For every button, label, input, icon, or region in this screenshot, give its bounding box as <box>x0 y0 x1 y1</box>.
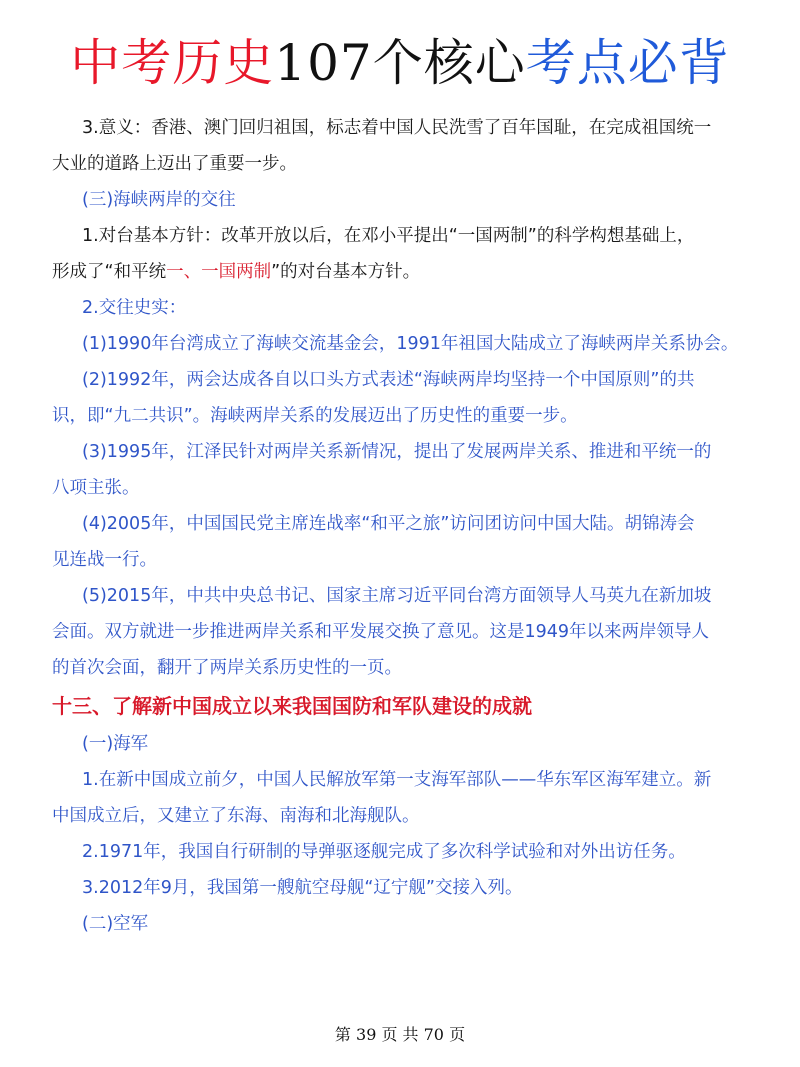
text-line-content: 见连战一行。 <box>52 550 157 570</box>
text-line <box>52 834 760 870</box>
text-segment: 形成了“和平统 <box>52 262 167 282</box>
document-title <box>0 30 800 96</box>
text-line-content: 中国成立后，又建立了东海、南海和北海舰队。 <box>52 806 420 826</box>
text-line-content: 识，即“九二共识”。海峡两岸关系的发展迈出了历史性的重要一步。 <box>52 406 578 426</box>
text-line <box>52 906 760 942</box>
text-line <box>52 398 760 434</box>
text-line <box>52 218 760 254</box>
page-number: 第 39 页 共 70 页 <box>334 1025 466 1044</box>
text-line-content: (三)海峡两岸的交往 <box>82 190 236 210</box>
text-line <box>52 542 760 578</box>
text-line-content: 2.1971年，我国自行研制的导弹驱逐舰完成了多次科学试验和对外出访任务。 <box>82 842 686 862</box>
text-line <box>52 870 760 906</box>
text-line-content: 八项主张。 <box>52 478 140 498</box>
title-black-part: 107个核心 <box>274 34 526 92</box>
text-line-content: 1.在新中国成立前夕，中国人民解放军第一支海军部队——华东军区海军建立。新 <box>82 770 712 790</box>
text-line <box>52 762 760 798</box>
text-line <box>52 650 760 686</box>
text-line <box>52 110 760 146</box>
text-line <box>52 798 760 834</box>
text-line <box>52 290 760 326</box>
text-line <box>52 326 760 362</box>
text-line-content: (2)1992年，两会达成各自以口头方式表述“海峡两岸均坚持一个中国原则”的共 <box>82 370 695 390</box>
text-line-content: (4)2005年，中国国民党主席连战率“和平之旅”访问团访问中国大陆。胡锦涛会 <box>82 514 695 534</box>
section-heading-text: 十三、了解新中国成立以来我国国防和军队建设的成就 <box>52 694 532 718</box>
text-line-content: 的首次会面，翻开了两岸关系历史性的一页。 <box>52 658 402 678</box>
document-body <box>52 110 760 942</box>
section-heading <box>52 686 760 726</box>
text-line-content: (1)1990年台湾成立了海峡交流基金会，1991年祖国大陆成立了海峡两岸关系协会。 <box>82 334 739 354</box>
text-line <box>52 578 760 614</box>
text-line <box>52 254 760 290</box>
title-blue-part: 考点必背 <box>525 34 730 92</box>
title-red-part: 中考历史 <box>70 34 275 92</box>
text-line <box>52 726 760 762</box>
text-line-content: (5)2015年，中共中央总书记、国家主席习近平同台湾方面领导人马英九在新加坡 <box>82 586 712 606</box>
text-line-content: (一)海军 <box>82 734 149 754</box>
text-line-content: (二)空军 <box>82 914 149 934</box>
text-line <box>52 614 760 650</box>
text-line <box>52 362 760 398</box>
text-line-content: 3.意义：香港、澳门回归祖国，标志着中国人民洗雪了百年国耻，在完成祖国统一 <box>82 118 712 138</box>
text-line-content: 3.2012年9月，我国第一艘航空母舰“辽宁舰”交接入列。 <box>82 878 523 898</box>
text-line-content: (3)1995年，江泽民针对两岸关系新情况，提出了发展两岸关系、推进和平统一的 <box>82 442 712 462</box>
text-line <box>52 434 760 470</box>
text-segment: ”的对台基本方针。 <box>271 262 421 282</box>
highlighted-text-segment: 一、一国两制 <box>166 262 272 282</box>
text-line <box>52 146 760 182</box>
text-line <box>52 506 760 542</box>
text-line-content: 2.交往史实： <box>82 298 187 318</box>
text-line-content: 大业的道路上迈出了重要一步。 <box>52 154 297 174</box>
text-line-content: 会面。双方就进一步推进两岸关系和平发展交换了意见。这是1949年以来两岸领导人 <box>52 622 710 642</box>
text-line <box>52 182 760 218</box>
text-line <box>52 470 760 506</box>
text-line-content: 1.对台基本方针：改革开放以后，在邓小平提出“一国两制”的科学构想基础上， <box>82 226 695 246</box>
